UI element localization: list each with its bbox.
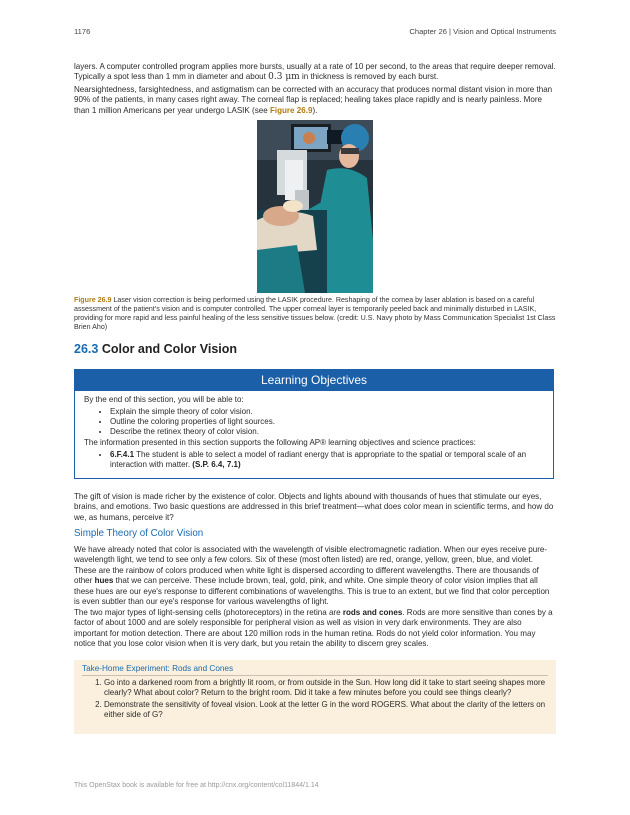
- chapter-header: Chapter 26 | Vision and Optical Instruments: [409, 27, 556, 36]
- ap-objective-item: • 6.F.4.1 The student is able to select a model of radiant energy that is appropriate to the spatial or temporal scale of an interaction with matter. (S.P. 6.4, 7.1): [110, 450, 544, 470]
- section-number: 26.3: [74, 342, 99, 356]
- paragraph-lasik-results: Nearsightedness, farsightedness, and astigmatism can be corrected with an accuracy that produces normal distant vision in more than 90% of the patients, in many cases right away. The corneal flap is replaced; healing takes place rapidly and is nearly painless. More than 1 million Americans per year undergo LASIK (see Figure 26.9).: [74, 85, 553, 115]
- objectives-intro: By the end of this section, you will be able to:: [84, 395, 244, 404]
- page-number: 1176: [74, 27, 91, 36]
- experiment-step: 1. Go into a darkened room from a brightly lit room, or from outside in the Sun. How long did it take to start seeing shapes more clearly? What about color? Return to the bright room. Did it take a few minutes before you could see things clearly?: [104, 678, 556, 698]
- page-footer: This OpenStax book is available for free at http://cnx.org/content/col11844/1.14: [74, 782, 319, 789]
- paragraph-gift-of-vision: The gift of vision is made richer by the existence of color. Objects and lights abound with thousands of hues that stimulate our eyes, brains, and emotions. Two basic questions are addressed in this brief treatment—what does color mean in scientific terms, and how do we, as humans, perceive it?: [74, 492, 554, 522]
- experiment-step: 2. Demonstrate the sensitivity of foveal vision. Look at the letter G in the word ROGERS. What about the clarity of the letters on either side of G?: [104, 700, 556, 720]
- objective-item: • Explain the simple theory of color vision.: [110, 407, 544, 417]
- paragraph-simple-theory: We have already noted that color is associated with the wavelength of visible electromagnetic radiation. When our eyes receive pure-wavelength light, we tend to see only a few colors. Six of these (most often listed) are red, orange, yellow, green, blue, and violet. These are the rainbow of colors produced when white light is dispersed according to different wavelengths. There are thousands of other hues that we can perceive. These include brown, teal, gold, pink, and white. One simple theory of color vision implies that all these hues are our eye's response to different combinations of wavelengths. This is true to an extent, but we find that color perception is even subtler than our eye's response for various wavelengths of light.: [74, 545, 550, 607]
- take-home-title: Take-Home Experiment: Rods and Cones: [82, 664, 234, 673]
- section-heading: [74, 342, 237, 356]
- section-title: Color and Color Vision: [101, 342, 238, 356]
- ap-objectives-list: [84, 450, 544, 470]
- experiment-steps: [74, 678, 556, 720]
- lasik-procedure-photo: [257, 120, 373, 293]
- figure-caption: Figure 26.9 Laser vision correction is being performed using the LASIK procedure. Reshaping of the cornea by laser ablation is based on a careful assessment of the patient's vision and is computer controlled. The upper corneal layer is temporarily peeled back and minimally disturbed in LASIK, providing for more rapid and less painful healing of the less sensitive tissues below. (credit: U.S. Navy photo by Mass Communication Specialist 1st Class Brien Aho): [74, 296, 556, 331]
- objectives-list: [84, 407, 544, 436]
- figure-26-9-link[interactable]: Figure 26.9: [269, 105, 313, 115]
- divider: [82, 675, 548, 676]
- ap-intro: The information presented in this section supports the following AP® learning objectives and science practices:: [84, 438, 476, 448]
- paragraph-rods-cones: The two major types of light-sensing cells (photoreceptors) in the retina are rods and cones. Rods are more sensitive than cones by a factor of about 1000 and are solely responsible for peripheral vision as well as vision in very dark environments. They are also important for motion detection. There are about 120 million rods in the human retina. Rods do not yield color information. You may notice that you lose color vision when it is very dark, but you retain the ability to discern grey scales.: [74, 608, 553, 649]
- spot-thickness-value: 0.3 μm: [268, 72, 300, 83]
- objective-item: • Outline the coloring properties of light sources.: [110, 417, 544, 427]
- learning-objectives-box: [74, 369, 554, 479]
- take-home-experiment-box: [74, 660, 556, 734]
- objective-item: • Describe the retinex theory of color vision.: [110, 427, 544, 437]
- learning-objectives-title: Learning Objectives: [75, 370, 553, 391]
- term-hues: hues: [94, 576, 114, 586]
- figure-label: Figure 26.9: [74, 296, 112, 304]
- subsection-heading: Simple Theory of Color Vision: [74, 528, 204, 539]
- term-rods-and-cones: rods and cones: [342, 608, 403, 617]
- paragraph-lasik-bursts: layers. A computer controlled program applies more bursts, usually at a rate of 10 per second, to the areas that require deeper removal. Typically a spot less than 1 mm in diameter and about 0.3 μm in thickness is removed by each burst.: [74, 62, 556, 83]
